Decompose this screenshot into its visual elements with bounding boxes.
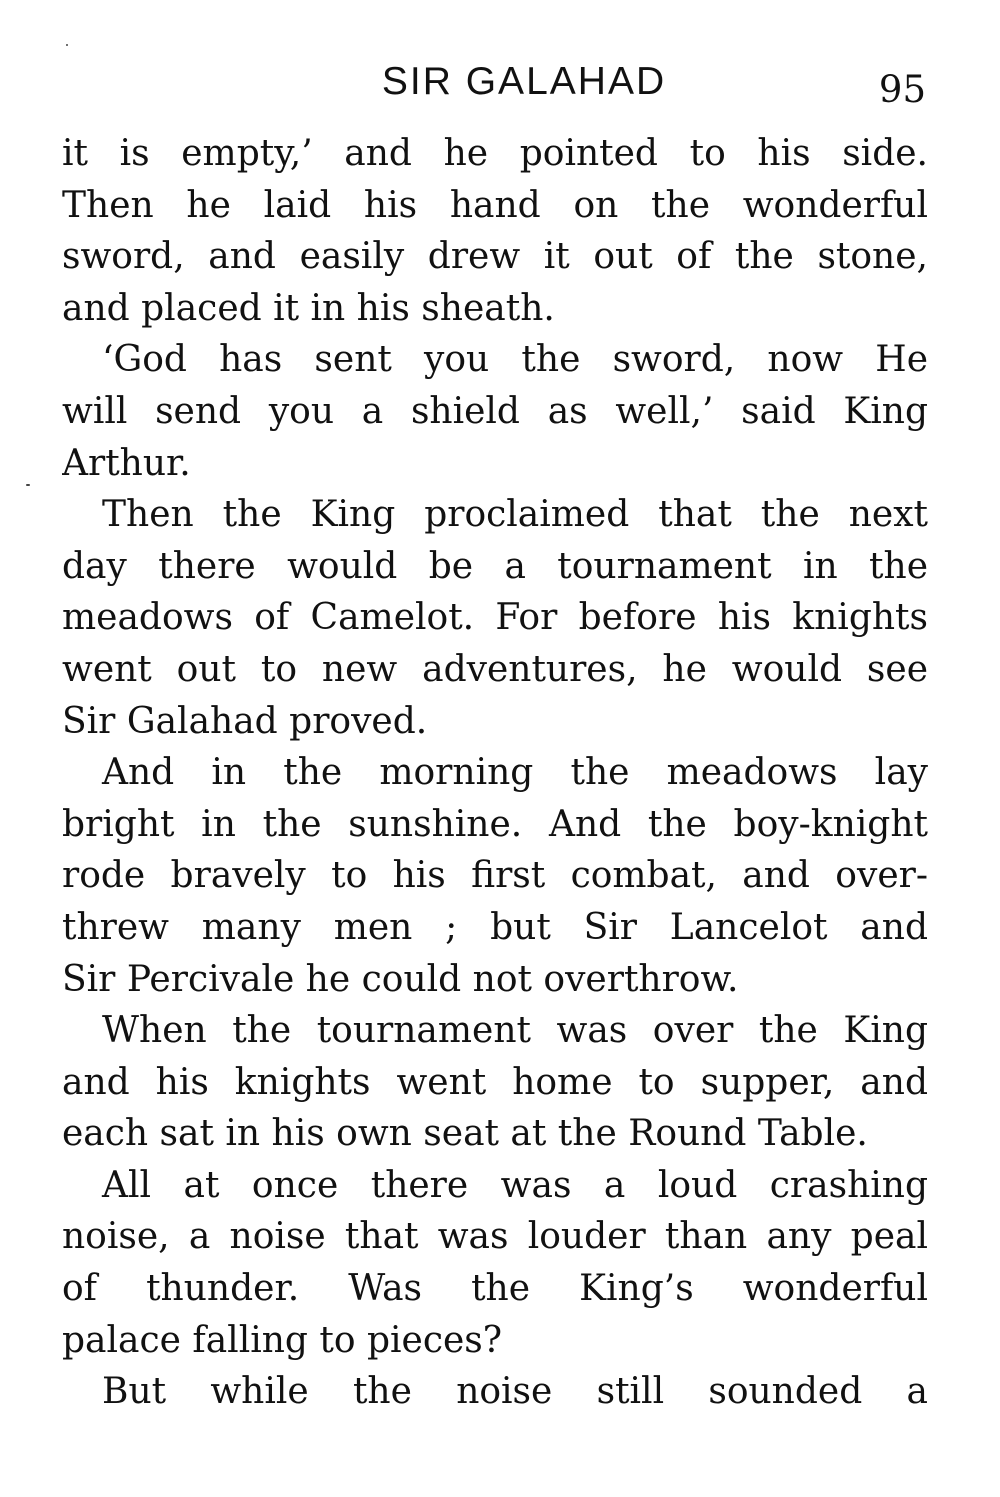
paragraph-5 bbox=[62, 1005, 928, 1160]
text-line: day there would be a tournament in the bbox=[62, 545, 928, 587]
text-line: When the tournament was over the King bbox=[102, 1010, 928, 1052]
text-line: threw many men ; but Sir Lancelot and bbox=[62, 906, 928, 948]
text-line: meadows of Camelot. For before his knights bbox=[62, 597, 928, 639]
text-line: it is empty,’ and he pointed to his side. bbox=[62, 133, 928, 174]
text-line: sword, and easily drew it out of the stone, bbox=[62, 236, 928, 278]
text-line: Sir Percivale he could not overthrow. bbox=[62, 958, 739, 1000]
text-line: Arthur. bbox=[62, 442, 191, 484]
paragraph-2 bbox=[62, 334, 928, 489]
text-line: went out to new adventures, he would see bbox=[62, 648, 928, 690]
paragraph-6 bbox=[62, 1160, 928, 1366]
running-head bbox=[62, 56, 928, 114]
text-line: and his knights went home to supper, and bbox=[62, 1061, 928, 1103]
scan-speck bbox=[66, 44, 68, 46]
chapter-title: SIR GALAHAD bbox=[381, 60, 667, 103]
text-line: ‘God has sent you the sword, now He bbox=[102, 339, 928, 381]
text-line: Then he laid his hand on the wonderful bbox=[62, 184, 928, 226]
text-line: noise, a noise that was louder than any peal bbox=[62, 1216, 928, 1258]
text-line: Sir Galahad proved. bbox=[62, 700, 428, 742]
paragraph-4 bbox=[62, 747, 928, 1005]
paragraph-3 bbox=[62, 489, 928, 747]
text-line: And in the morning the meadows lay bbox=[102, 752, 928, 794]
text-line: will send you a shield as well,’ said King bbox=[62, 390, 928, 432]
paragraph-7 bbox=[62, 1366, 928, 1418]
text-line: All at once there was a loud crashing bbox=[102, 1164, 928, 1206]
text-line: and placed it in his sheath. bbox=[62, 287, 555, 329]
paragraph-1 bbox=[62, 128, 928, 334]
text-line: But while the noise still sounded a bbox=[102, 1371, 928, 1413]
page-number: 95 bbox=[878, 68, 926, 111]
text-line: bright in the sunshine. And the boy-knight bbox=[62, 803, 928, 845]
text-line: palace falling to pieces? bbox=[62, 1319, 503, 1361]
text-line: of thunder. Was the King’s wonderful bbox=[62, 1268, 928, 1310]
text-line: each sat in his own seat at the Round Table. bbox=[62, 1113, 868, 1155]
text-line: rode bravely to his first combat, and over- bbox=[62, 855, 928, 897]
text-line: Then the King proclaimed that the next bbox=[102, 494, 928, 536]
body-text bbox=[62, 128, 928, 1418]
scan-speck bbox=[26, 484, 30, 486]
